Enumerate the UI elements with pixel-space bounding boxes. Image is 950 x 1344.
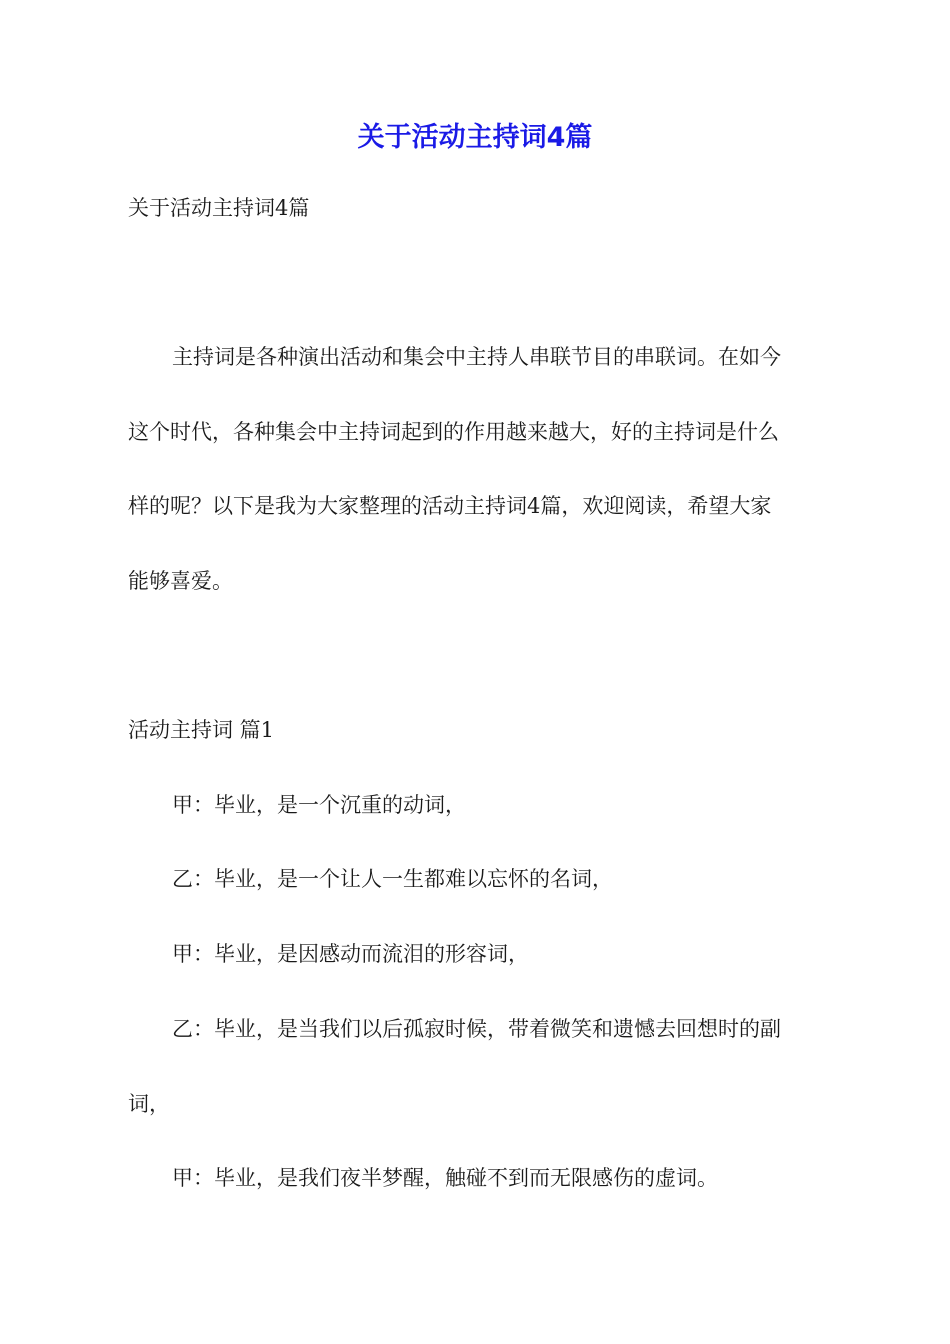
dialogue-line-2: 乙：毕业，是一个让人一生都难以忘怀的名词， — [172, 867, 613, 891]
document-title: 关于活动主持词4篇 — [357, 122, 593, 153]
intro-line-4: 能够喜爱。 — [128, 569, 233, 593]
dialogue-line-5: 甲：毕业，是我们夜半梦醒，触碰不到而无限感伤的虚词。 — [172, 1166, 718, 1190]
dialogue-line-4: 乙：毕业，是当我们以后孤寂时候，带着微笑和遗憾去回想时的副 — [172, 1017, 781, 1041]
intro-line-2: 这个时代，各种集会中主持词起到的作用越来越大，好的主持词是什么 — [128, 420, 779, 444]
dialogue-line-3: 甲：毕业，是因感动而流泪的形容词， — [172, 942, 529, 966]
document-subtitle: 关于活动主持词4篇 — [128, 196, 310, 220]
dialogue-line-1: 甲：毕业，是一个沉重的动词， — [172, 793, 466, 817]
dialogue-line-4-continued: 词， — [128, 1092, 170, 1116]
intro-line-3: 样的呢？以下是我为大家整理的活动主持词4篇，欢迎阅读，希望大家 — [128, 494, 772, 518]
intro-line-1: 主持词是各种演出活动和集会中主持人串联节目的串联词。在如今 — [172, 345, 781, 369]
section-heading: 活动主持词 篇1 — [128, 718, 275, 742]
